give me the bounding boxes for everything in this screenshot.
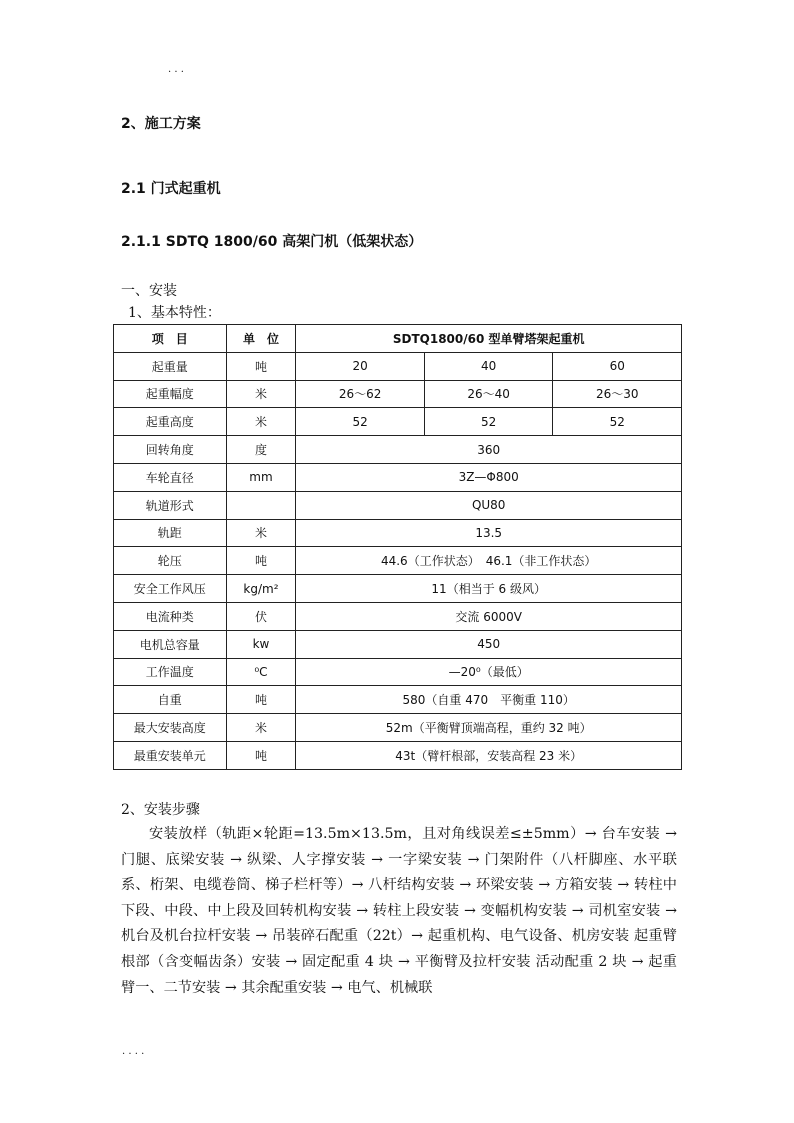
cell: 米 <box>226 380 296 408</box>
spec-table <box>113 324 682 770</box>
header-item: 项 目 <box>114 325 227 353</box>
cell: 吨 <box>226 741 296 769</box>
header-dots: . . . <box>168 64 184 75</box>
cell: 450 <box>296 630 682 658</box>
heading-2: 2、施工方案 <box>121 116 201 132</box>
table-row <box>114 436 682 464</box>
cell: 米 <box>226 519 296 547</box>
cell: 26～40 <box>424 380 553 408</box>
table-row <box>114 352 682 380</box>
cell: 20 <box>296 352 425 380</box>
subsection-basic: 1、基本特性： <box>128 305 221 321</box>
table-row <box>114 408 682 436</box>
table-row <box>114 602 682 630</box>
heading-2-1: 2.1 门式起重机 <box>121 181 221 197</box>
cell: kg/m² <box>226 575 296 603</box>
cell: 最重安装单元 <box>114 741 227 769</box>
cell: mm <box>226 463 296 491</box>
table-header-row <box>114 325 682 353</box>
cell: 回转角度 <box>114 436 227 464</box>
cell: 52 <box>296 408 425 436</box>
table-row <box>114 575 682 603</box>
table-row <box>114 491 682 519</box>
cell: 自重 <box>114 686 227 714</box>
cell: 起重幅度 <box>114 380 227 408</box>
cell: 起重量 <box>114 352 227 380</box>
cell: 60 <box>553 352 682 380</box>
footer-dots: . . . . <box>122 1046 145 1057</box>
cell: 轨距 <box>114 519 227 547</box>
cell: 度 <box>226 436 296 464</box>
cell: 伏 <box>226 602 296 630</box>
cell: 最大安装高度 <box>114 714 227 742</box>
table-row <box>114 547 682 575</box>
cell: 3Z—Φ800 <box>296 463 682 491</box>
table-row <box>114 519 682 547</box>
cell: 交流 6000V <box>296 602 682 630</box>
cell: 11（相当于 6 级风） <box>296 575 682 603</box>
cell: 26～30 <box>553 380 682 408</box>
cell: 43t（臂杆根部，安装高程 23 米） <box>296 741 682 769</box>
table-row <box>114 380 682 408</box>
table-row <box>114 741 682 769</box>
cell: 起重高度 <box>114 408 227 436</box>
table-row <box>114 463 682 491</box>
cell: QU80 <box>296 491 682 519</box>
cell: 360 <box>296 436 682 464</box>
table-row <box>114 686 682 714</box>
cell: 电流种类 <box>114 602 227 630</box>
cell: —20⁰（最低） <box>296 658 682 686</box>
subsection-steps: 2、安装步骤 <box>121 802 200 818</box>
cell: 米 <box>226 408 296 436</box>
cell: 52m（平衡臂顶端高程，重约 32 吨） <box>296 714 682 742</box>
cell: 电机总容量 <box>114 630 227 658</box>
cell: 吨 <box>226 547 296 575</box>
header-model: SDTQ1800/60 型单臂塔架起重机 <box>296 325 682 353</box>
cell: 车轮直径 <box>114 463 227 491</box>
cell: kw <box>226 630 296 658</box>
table-row <box>114 658 682 686</box>
section-install: 一、安装 <box>121 283 177 299</box>
cell: 工作温度 <box>114 658 227 686</box>
cell: 13.5 <box>296 519 682 547</box>
cell: 580（自重 470 平衡重 110） <box>296 686 682 714</box>
heading-2-1-1: 2.1.1 SDTQ 1800/60 高架门机（低架状态） <box>121 234 423 250</box>
cell: 安全工作风压 <box>114 575 227 603</box>
cell: 米 <box>226 714 296 742</box>
cell: 轨道形式 <box>114 491 227 519</box>
table-row <box>114 714 682 742</box>
cell: 吨 <box>226 686 296 714</box>
cell: 26～62 <box>296 380 425 408</box>
cell: 44.6（工作状态） 46.1（非工作状态） <box>296 547 682 575</box>
cell: ⁰C <box>226 658 296 686</box>
header-unit: 单 位 <box>226 325 296 353</box>
install-steps-paragraph: 安装放样（轨距×轮距=13.5m×13.5m，且对角线误差≤±5mm）→ 台车安装 → 门腿、底梁安装 → 纵梁、人字撑安装 → 一字梁安装 → 门架附件（八杆脚座、水平联系、桁架、电缆卷筒、梯子栏杆等）→ 八杆结构安装 → 环梁安装 → 方箱安装 → 转柱中下段、中段、中上段及回转机构安装 → 转柱上段安装 → 变幅机构安装 → 司机室安装 → 机台及机台拉杆安装 → 吊装碎石配重（22t）→ 起重机构、电气设备、机房安装 起重臂根部（含变幅齿条）安装 → 固定配重 4 块 → 平衡臂及拉杆安装 活动配重 2 块 → 起重臂一、二节安装 → 其余配重安装 → 电气、机械联 <box>121 826 677 996</box>
cell: 52 <box>553 408 682 436</box>
table-row <box>114 630 682 658</box>
cell: 40 <box>424 352 553 380</box>
cell <box>226 491 296 519</box>
cell: 52 <box>424 408 553 436</box>
cell: 轮压 <box>114 547 227 575</box>
cell: 吨 <box>226 352 296 380</box>
